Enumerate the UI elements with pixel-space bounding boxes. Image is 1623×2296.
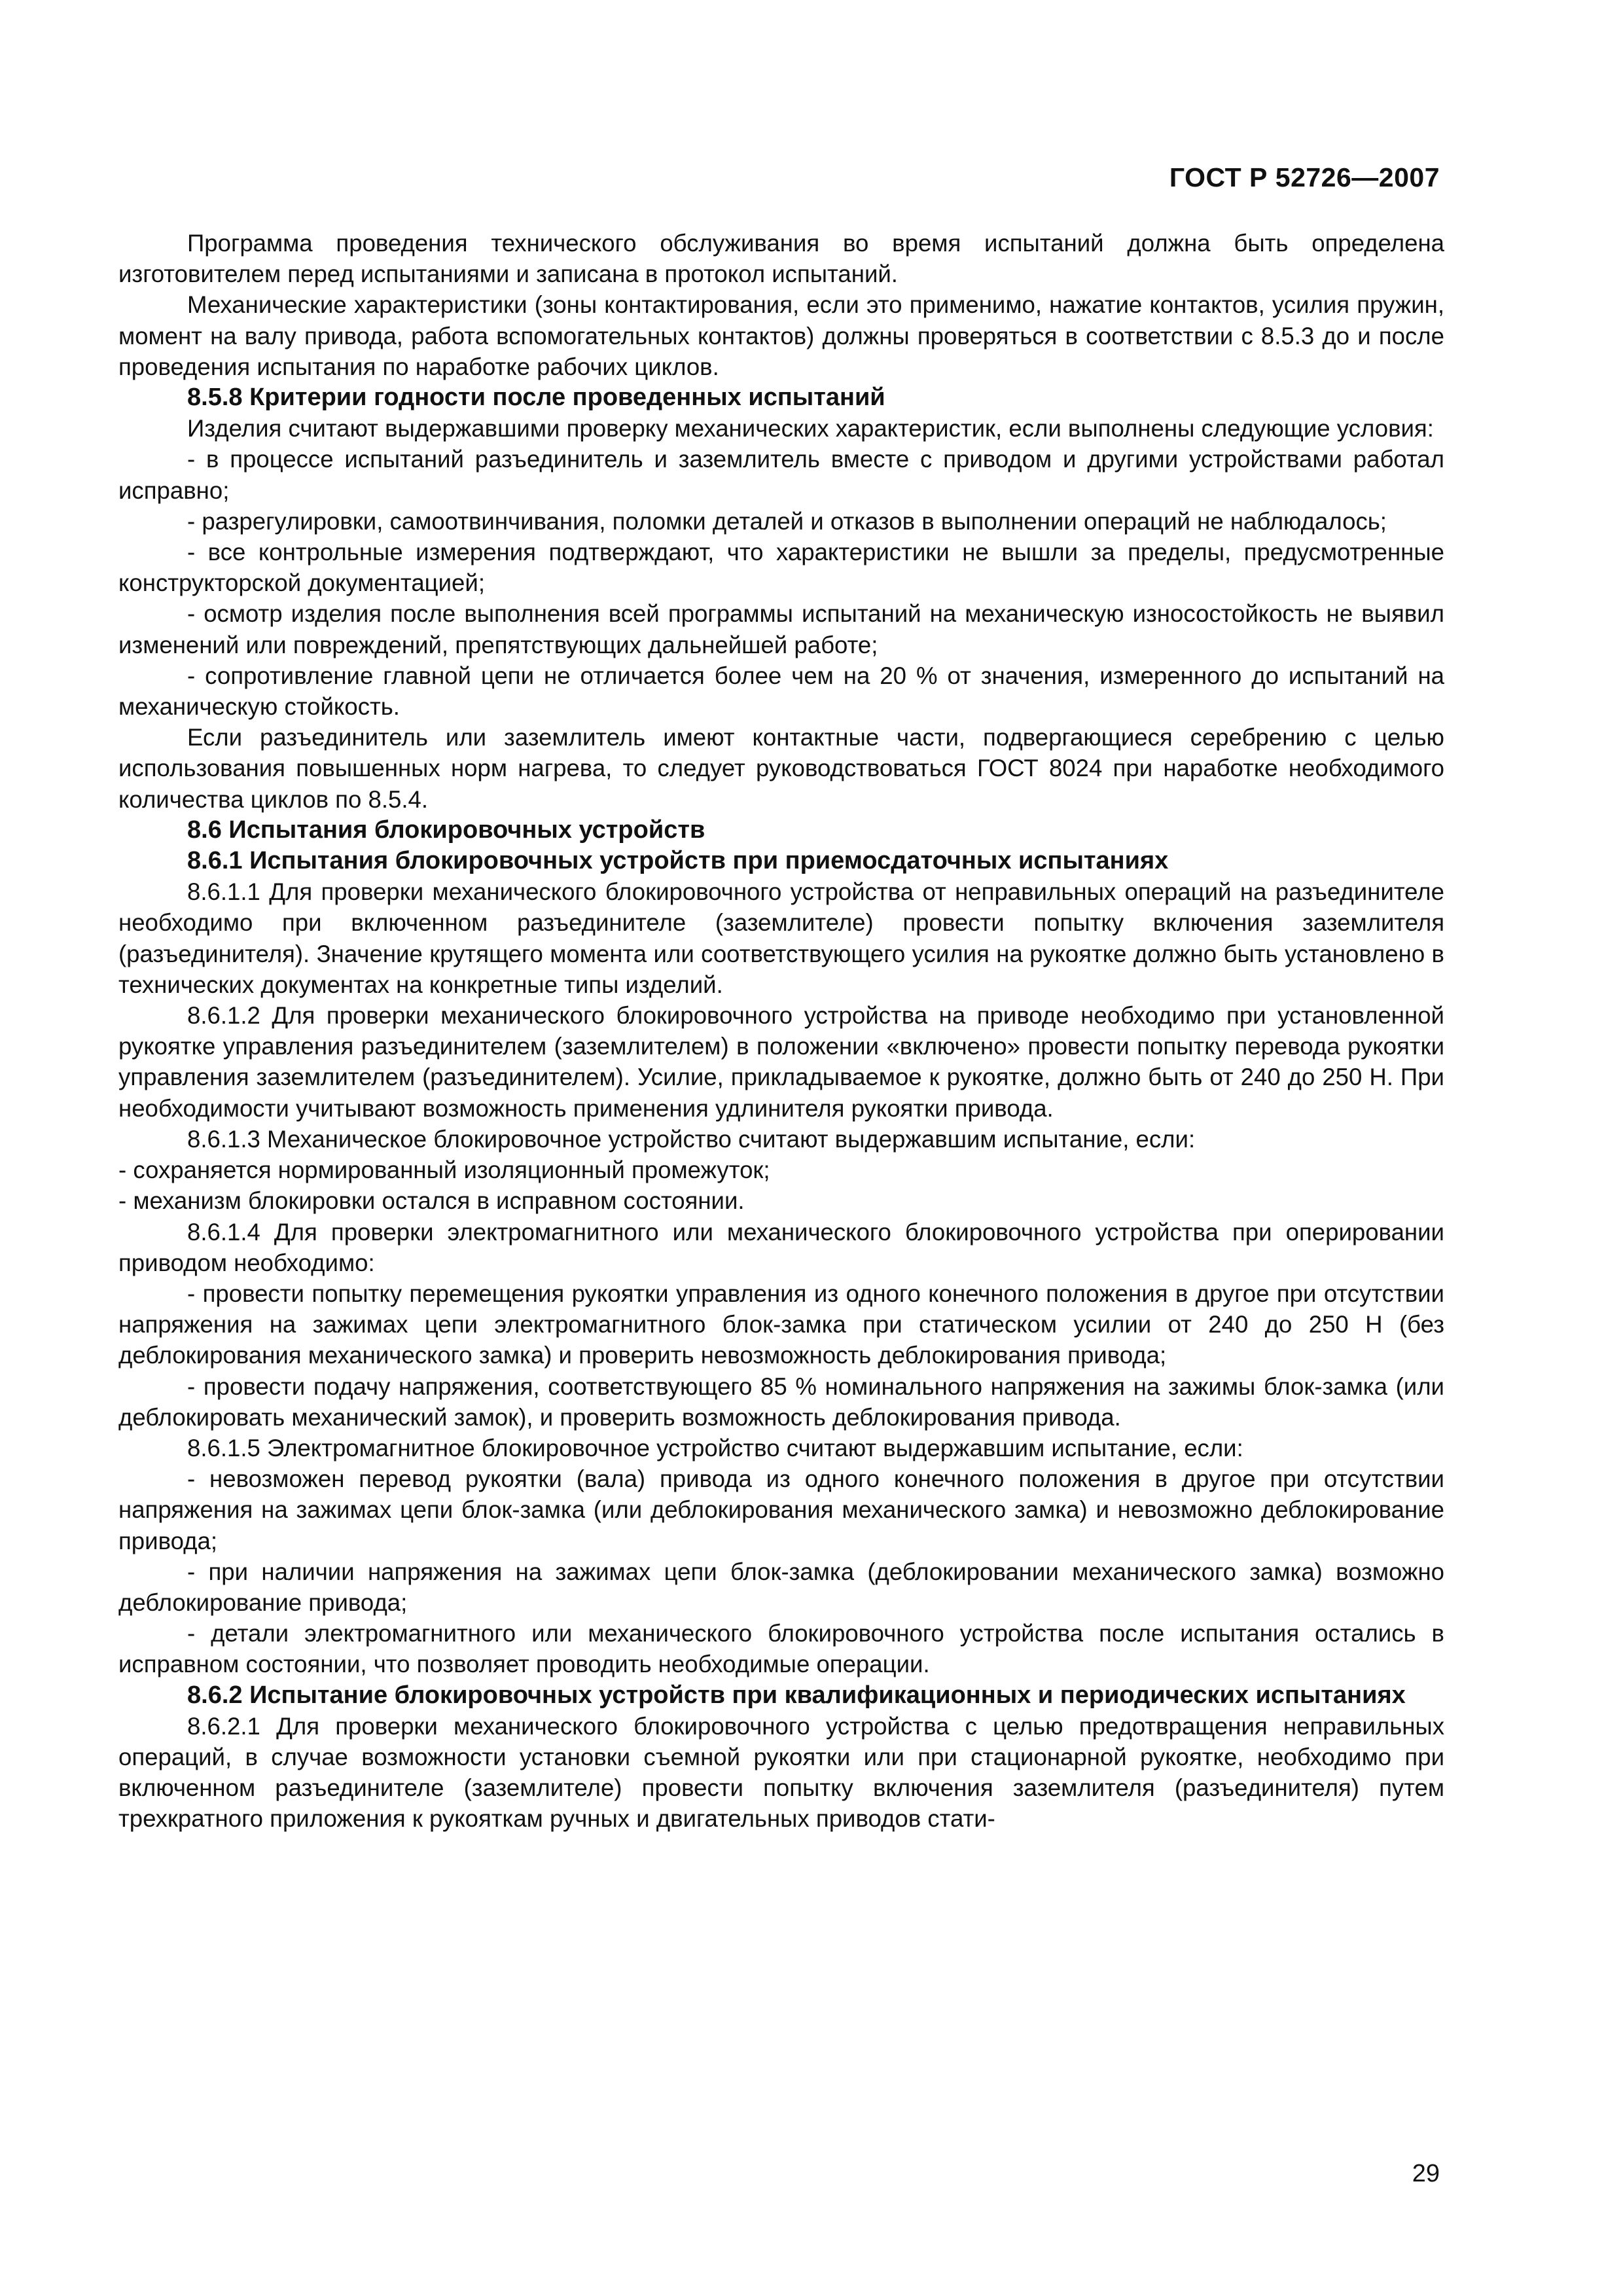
paragraph: Изделия считают выдержавшими проверку механических характеристик, если выполнены следующие условия: — [187, 415, 1434, 442]
list-item: - все контрольные измерения подтверждают, что характеристики не вышли за пределы, предусмотренные конструкторской документацией; — [118, 539, 1444, 597]
list-item: - детали электромагнитного или механического блокировочного устройства после испытания остались в исправном состоянии, что позволяет проводить необходимые операции. — [118, 1620, 1444, 1678]
document-header-id: ГОСТ Р 52726—2007 — [1169, 162, 1440, 192]
section-heading-8-6-2: 8.6.2 Испытание блокировочных устройств при квалификационных и периодических испытаниях — [187, 1681, 1406, 1709]
paragraph: Механические характеристики (зоны контактирования, если это применимо, нажатие контактов, усилия пружин, момент на валу привода, работа вспомогательных контактов) должны проверяться в соответствии с 8.5.3 до и после проведения испытания по наработке рабочих циклов. — [118, 291, 1444, 380]
section-heading-8-6-1: 8.6.1 Испытания блокировочных устройств при приемосдаточных испытаниях — [187, 847, 1169, 875]
section-heading-8-5-8: 8.5.8 Критерии годности после проведенных испытаний — [187, 384, 885, 412]
page-number: 29 — [1412, 2160, 1440, 2187]
list-item: - невозможен перевод рукоятки (вала) привода из одного конечного положения в другое при отсутствии напряжения на зажимах цепи блок-замка (или деблокирования механического замка) и невозможно деблокирование привода; — [118, 1465, 1444, 1554]
paragraph: 8.6.2.1 Для проверки механического блокировочного устройства с целью предотвращения неправильных операций, в случае возможности установки съемной рукоятки или при стационарной рукоятке, необходимо при включенном разъединителе (заземлителе) провести попытку включения заземлителя (разъединителя) путем трехкратного приложения к рукояткам ручных и двигательных приводов стати- — [118, 1712, 1444, 1833]
paragraph: Программа проведения технического обслуживания во время испытаний должна быть определена изготовителем перед испытаниями и записана в протокол испытаний. — [118, 230, 1444, 288]
list-item: - сохраняется нормированный изоляционный промежуток; — [118, 1157, 770, 1184]
paragraph: 8.6.1.2 Для проверки механического блокировочного устройства на приводе необходимо при установленной рукоятке управления разъединителем (заземлителем) в положении «включено» провести попытку перевода рукоятки управления заземлителем (разъединителем). Усилие, прикладываемое к рукоятке, должно быть от 240 до 250 Н. При необходимости учитывают возможность применения удлинителя рукоятки привода. — [118, 1002, 1444, 1122]
list-item: - провести попытку перемещения рукоятки управления из одного конечного положения в другое при отсутствии напряжения на зажимах цепи электромагнитного блок-замка при статическом усилии от 240 до 250 Н (без деблокирования механического замка) и проверить невозможность деблокирования привода; — [118, 1280, 1444, 1369]
section-heading-8-6: 8.6 Испытания блокировочных устройств — [187, 816, 705, 844]
list-item: - механизм блокировки остался в исправном состоянии. — [118, 1187, 745, 1215]
list-item: - разрегулировки, самоотвинчивания, поломки деталей и отказов в выполнении операций не наблюдалось; — [187, 507, 1387, 535]
paragraph: 8.6.1.1 Для проверки механического блокировочного устройства от неправильных операций на разъединителе необходимо при включенном разъединителе (заземлителе) провести попытку включения заземлителя (разъединителя). Значение крутящего момента или соответствующего усилия на рукоятке должно быть установлено в технических документах на конкретные типы изделий. — [118, 878, 1444, 998]
document-body — [118, 228, 1444, 1835]
paragraph: Если разъединитель или заземлитель имеют контактные части, подвергающиеся серебрению с целью использования повышенных норм нагрева, то следует руководствоваться ГОСТ 8024 при наработке необходимого количества циклов по 8.5.4. — [118, 724, 1444, 813]
paragraph: 8.6.1.5 Электромагнитное блокировочное устройство считают выдержавшим испытание, если: — [187, 1434, 1243, 1462]
list-item: - при наличии напряжения на зажимах цепи блок-замка (деблокировании механического замка) возможно деблокирование привода; — [118, 1558, 1444, 1616]
list-item: - сопротивление главной цепи не отличается более чем на 20 % от значения, измеренного до испытаний на механическую стойкость. — [118, 662, 1444, 721]
list-item: - провести подачу напряжения, соответствующего 85 % номинального напряжения на зажимы блок-замка (или деблокировать механический замок), и проверить возможность деблокирования привода. — [118, 1372, 1444, 1431]
list-item: - осмотр изделия после выполнения всей программы испытаний на механическую износостойкость не выявил изменений или повреждений, препятствующих дальнейшей работе; — [118, 600, 1444, 658]
list-item: - в процессе испытаний разъединитель и заземлитель вместе с приводом и другими устройствами работал исправно; — [118, 446, 1444, 504]
paragraph: 8.6.1.3 Механическое блокировочное устройство считают выдержавшим испытание, если: — [187, 1125, 1196, 1153]
paragraph: 8.6.1.4 Для проверки электромагнитного или механического блокировочного устройства при оперировании приводом необходимо: — [118, 1218, 1444, 1276]
